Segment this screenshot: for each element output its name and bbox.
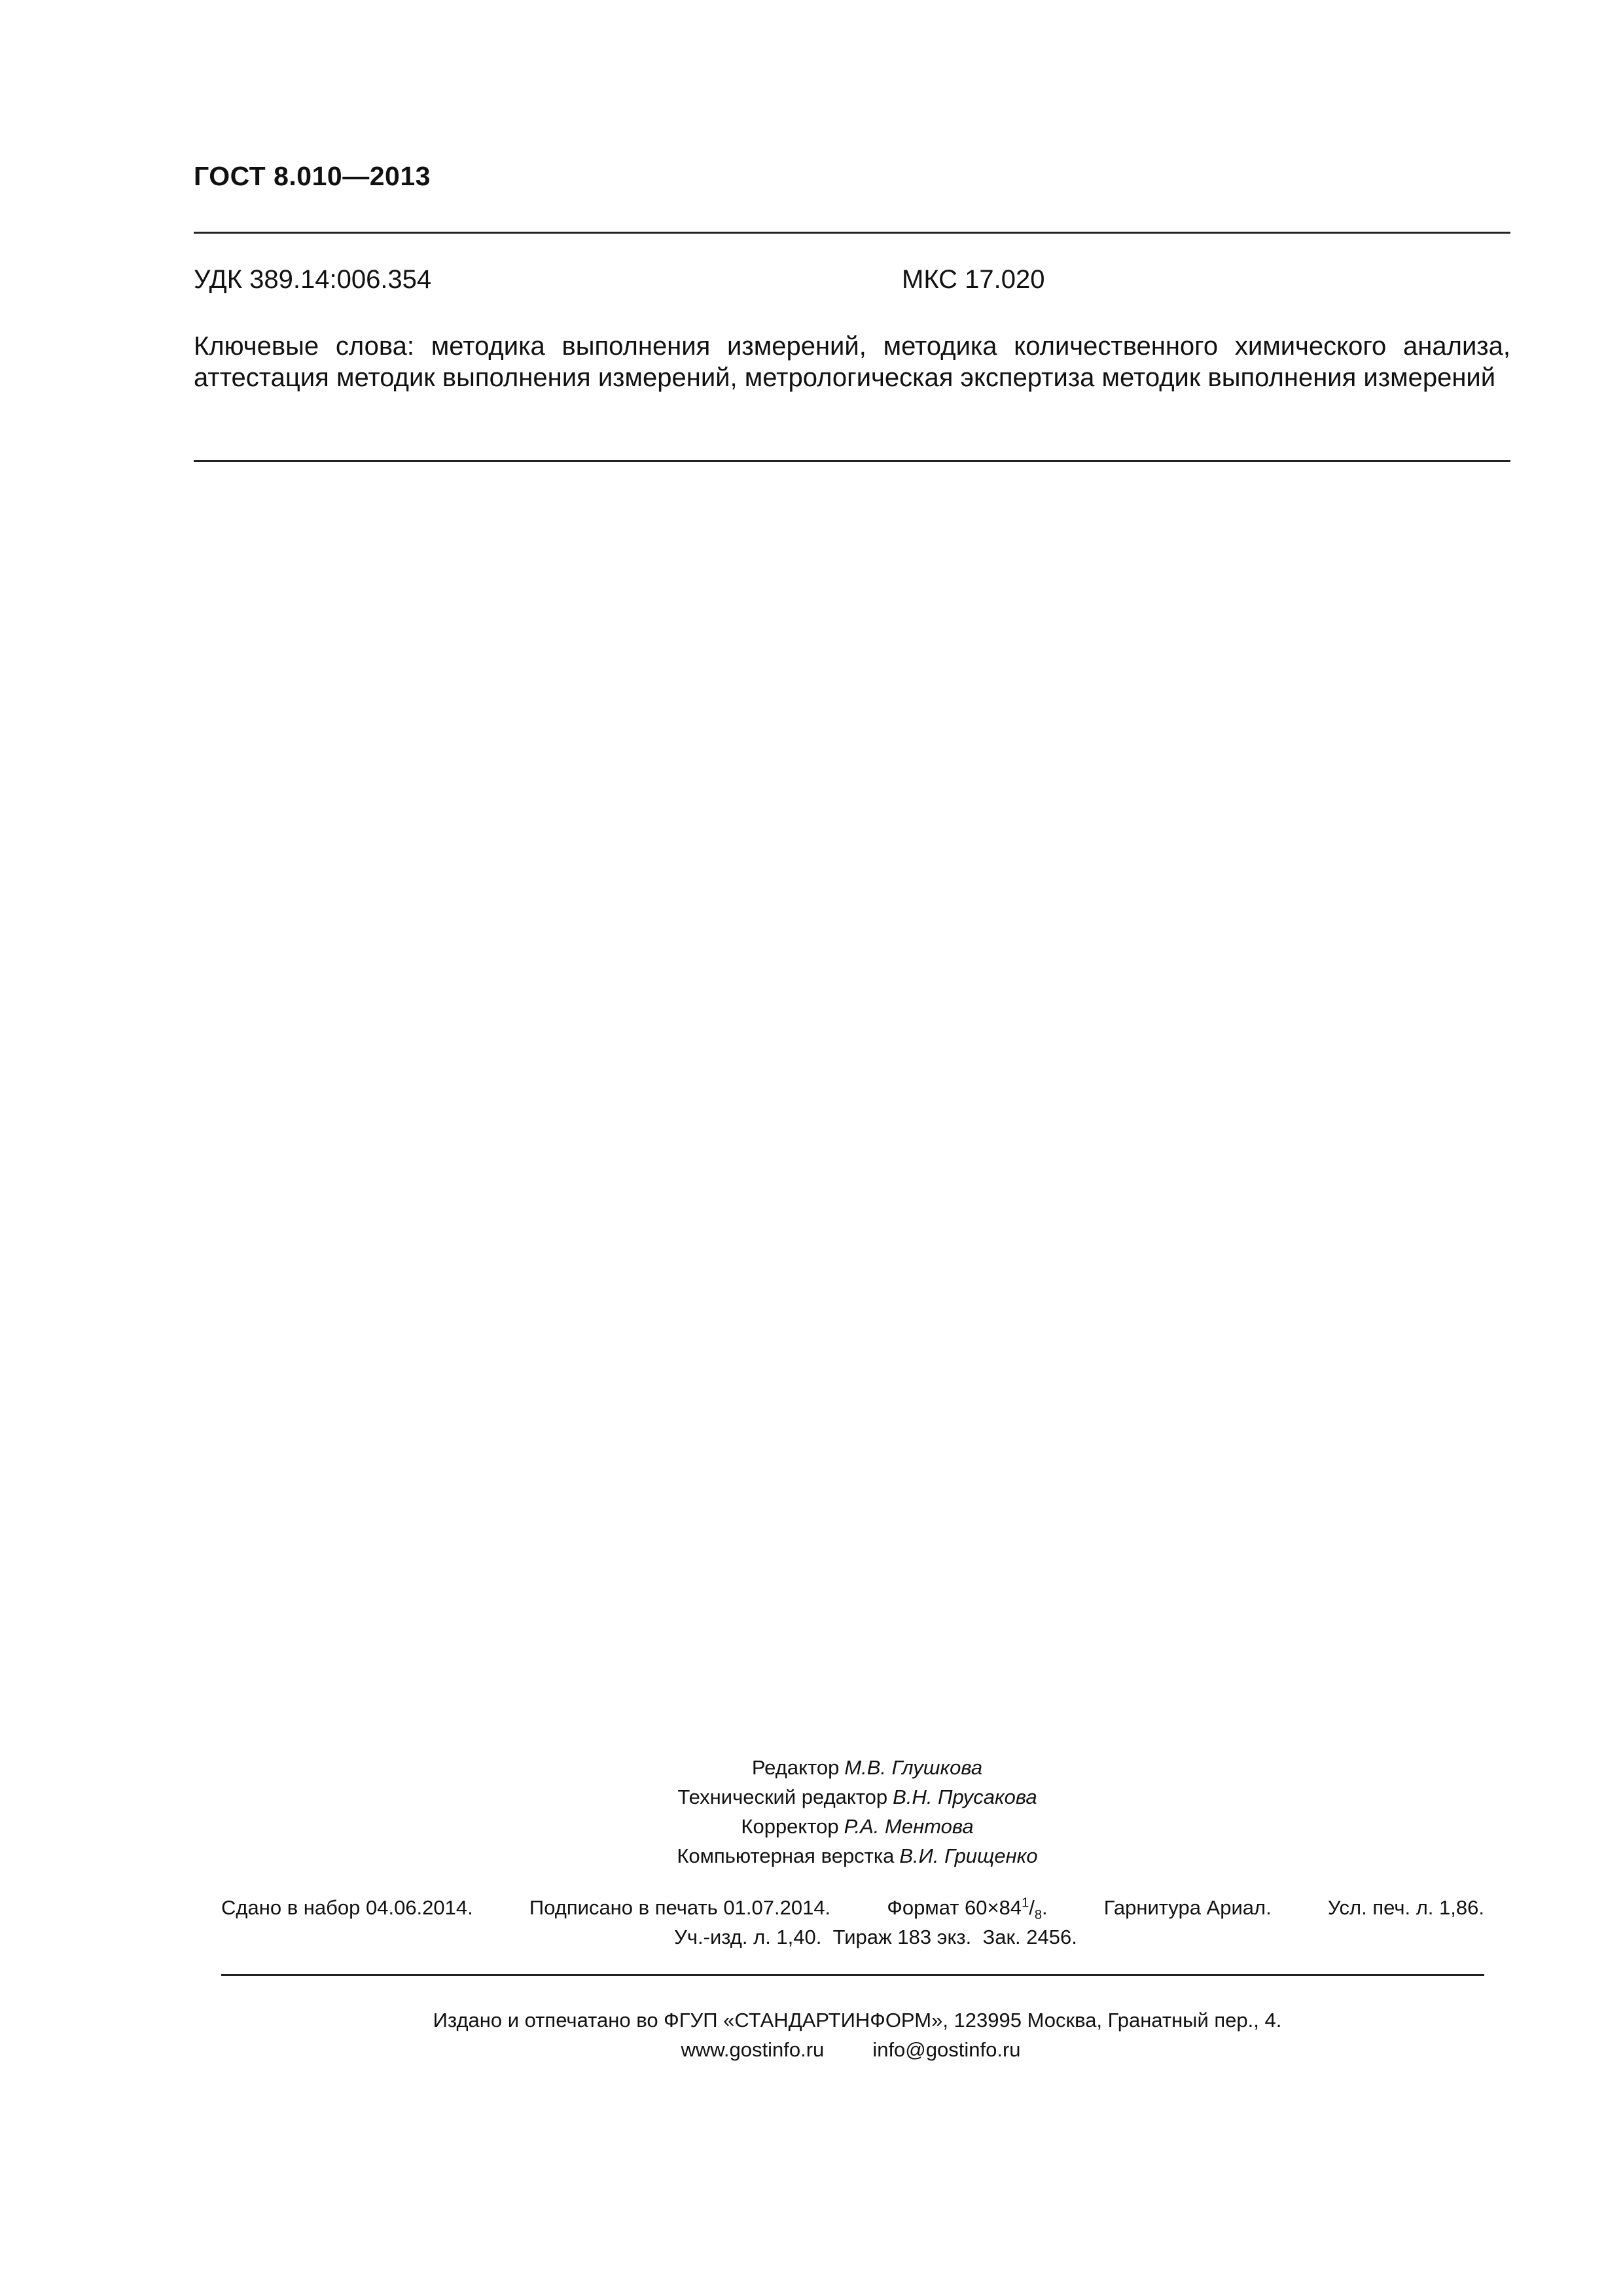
- udc-code: УДК 389.14:006.354: [194, 265, 432, 294]
- imprint-order: Зак. 2456.: [982, 1926, 1077, 1948]
- imprint-format: [887, 1893, 1047, 1922]
- imprint-signed: Подписано в печать 01.07.2014.: [529, 1896, 831, 1919]
- format-prefix: Формат 60×84: [887, 1896, 1022, 1919]
- keywords-divider: [194, 460, 1510, 462]
- imprint-circulation: Тираж 183 экз.: [832, 1926, 972, 1948]
- mks-code: МКС 17.020: [902, 265, 1045, 294]
- credit-proofreader: [0, 1812, 1623, 1841]
- format-numerator: 1: [1022, 1895, 1029, 1910]
- format-slash: /: [1029, 1896, 1035, 1919]
- publisher-line: Издано и отпечатано во ФГУП «СТАНДАРТИНФОРМ», 123995 Москва, Гранатный пер., 4.: [433, 2009, 1282, 2032]
- header-divider: [194, 232, 1510, 234]
- credit-editor: [0, 1753, 1623, 1782]
- format-end: .: [1042, 1896, 1048, 1919]
- imprint-line-2: [221, 1922, 1484, 1952]
- keywords-paragraph: Ключевые слова: методика выполнения измерений, методика количественного химического анализа, аттестация методик выполнения измерений, метрологическая экспертиза методик выполнения измерений: [194, 332, 1510, 392]
- website-link[interactable]: www.gostinfo.ru: [681, 2038, 825, 2061]
- credit-name: В.И. Грищенко: [899, 1844, 1038, 1867]
- imprint-submitted: Сдано в набор 04.06.2014.: [221, 1896, 473, 1919]
- credit-role: Редактор: [751, 1756, 840, 1779]
- credit-role: Корректор: [741, 1815, 839, 1838]
- imprint-print-sheets: Усл. печ. л. 1,86.: [1327, 1896, 1484, 1919]
- credit-role: Компьютерная верстка: [677, 1844, 895, 1867]
- format-denominator: 8: [1034, 1908, 1043, 1923]
- credit-name: М.В. Глушкова: [844, 1756, 983, 1779]
- email-link[interactable]: info@gostinfo.ru: [872, 2038, 1021, 2061]
- credit-role: Технический редактор: [677, 1785, 888, 1808]
- credit-name: В.Н. Прусакова: [893, 1785, 1037, 1808]
- credit-layout: [0, 1841, 1623, 1871]
- credit-technical-editor: [0, 1782, 1623, 1812]
- publisher-contacts: [0, 2035, 1623, 2064]
- imprint-typeface: Гарнитура Ариал.: [1103, 1896, 1272, 1919]
- imprint-publishing-sheets: Уч.-изд. л. 1,40.: [674, 1926, 822, 1948]
- document-title: ГОСТ 8.010—2013: [194, 161, 431, 191]
- credits-block: [0, 1753, 1623, 1871]
- imprint-block: [221, 1893, 1484, 1952]
- imprint-line-1: [221, 1893, 1484, 1922]
- imprint-divider: [221, 1974, 1484, 1976]
- publisher-block: [0, 2005, 1623, 2064]
- credit-name: Р.А. Ментова: [844, 1815, 974, 1838]
